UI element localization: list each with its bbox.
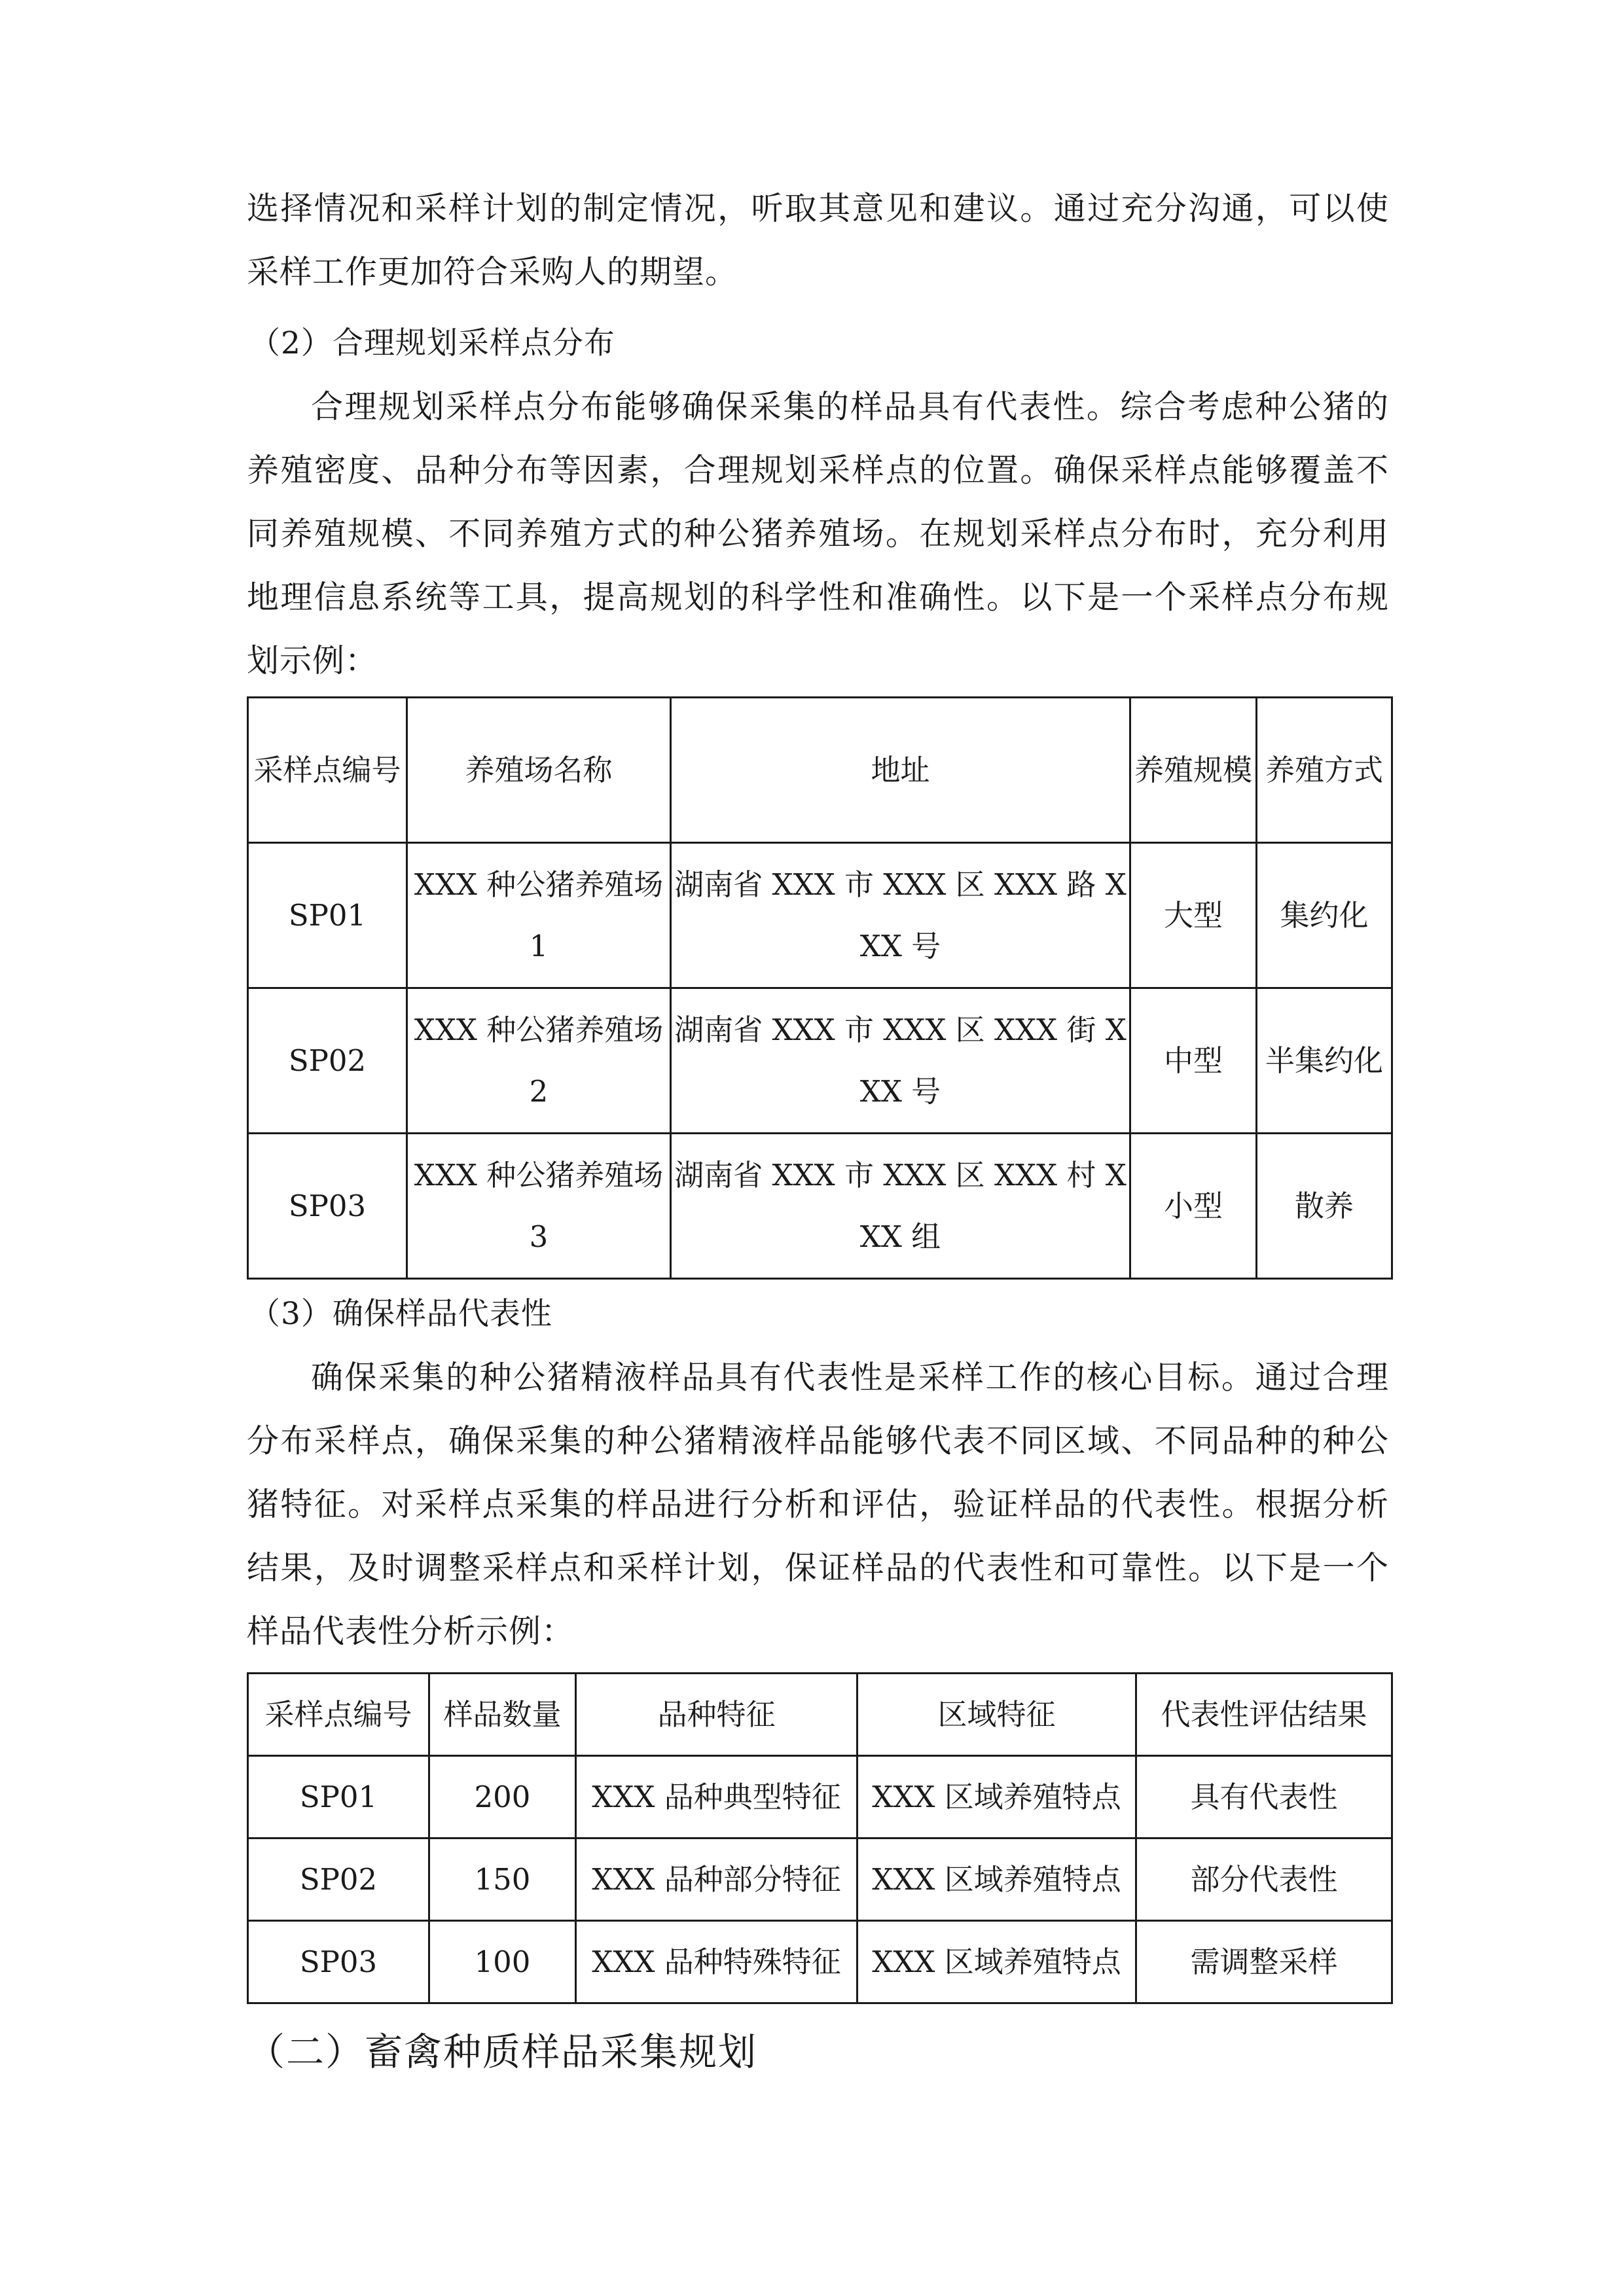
table-row — [248, 1839, 1392, 1921]
table-cell-breed-feature: XXX 品种典型特征 — [576, 1756, 857, 1839]
column-header: 地址 — [671, 698, 1130, 843]
intro-paragraph: 选择情况和采样计划的制定情况，听取其意见和建议。通过充分沟通，可以使采样工作更加符合采购人的期望。 — [247, 190, 1389, 291]
table-cell-farm-name: XXX 种公猪养殖场 2 — [407, 988, 671, 1134]
column-header: 采样点编号 — [248, 698, 407, 843]
table-header-row — [248, 1674, 1392, 1756]
column-header: 采样点编号 — [248, 1674, 429, 1756]
representativeness-paragraph: 确保采集的种公猪精液样品具有代表性是采样工作的核心目标。通过合理分布采样点，确保采集的种公猪精液样品能够代表不同区域、不同品种的种公猪特征。对采样点采集的样品进行分析和评估，验证样品的代表性。根据分析结果，及时调整采样点和采样计划，保证样品的代表性和可靠性。以下是一个样品代表性分析示例： — [247, 1359, 1389, 1650]
heading-sample-representativeness: （3）确保样品代表性 — [249, 1296, 552, 1332]
document-page — [247, 177, 1389, 2088]
table-cell-point-id: SP02 — [248, 988, 407, 1134]
table-cell-method: 集约化 — [1257, 843, 1392, 988]
table-cell-method: 半集约化 — [1257, 988, 1392, 1134]
table-cell-evaluation: 部分代表性 — [1136, 1839, 1392, 1921]
table-cell-farm-name: XXX 种公猪养殖场 3 — [407, 1134, 671, 1279]
table-cell-region-feature: XXX 区域养殖特点 — [857, 1921, 1136, 2003]
table-cell-farm-name: XXX 种公猪养殖场 1 — [407, 843, 671, 988]
table-cell-point-id: SP03 — [248, 1921, 429, 2003]
table-cell-method: 散养 — [1257, 1134, 1392, 1279]
table-cell-scale: 小型 — [1130, 1134, 1257, 1279]
table-cell-sample-count: 150 — [429, 1839, 576, 1921]
table-row — [248, 1134, 1392, 1279]
table-cell-point-id: SP02 — [248, 1839, 429, 1921]
table-row — [248, 988, 1392, 1134]
representativeness-table-wrapper — [247, 1672, 1389, 2004]
table-cell-sample-count: 200 — [429, 1756, 576, 1839]
column-header: 养殖场名称 — [407, 698, 671, 843]
table-cell-region-feature: XXX 区域养殖特点 — [857, 1756, 1136, 1839]
table-cell-region-feature: XXX 区域养殖特点 — [857, 1839, 1136, 1921]
table-row — [248, 1921, 1392, 2003]
table-cell-address: 湖南省 XXX 市 XXX 区 XXX 街 XXX 号 — [671, 988, 1130, 1134]
table-cell-evaluation: 需调整采样 — [1136, 1921, 1392, 2003]
representativeness-table — [247, 1672, 1393, 2004]
heading-sampling-point-distribution: （2）合理规划采样点分布 — [249, 325, 615, 361]
column-header: 区域特征 — [857, 1674, 1136, 1756]
column-header: 代表性评估结果 — [1136, 1674, 1392, 1756]
table-cell-breed-feature: XXX 品种部分特征 — [576, 1839, 857, 1921]
table-cell-sample-count: 100 — [429, 1921, 576, 2003]
section-heading-germplasm-collection: （二）畜禽种质样品采集规划 — [247, 2030, 758, 2074]
table-cell-scale: 中型 — [1130, 988, 1257, 1134]
table-row — [248, 843, 1392, 988]
table-cell-point-id: SP01 — [248, 1756, 429, 1839]
table-header-row — [248, 698, 1392, 843]
column-header: 样品数量 — [429, 1674, 576, 1756]
table-cell-address: 湖南省 XXX 市 XXX 区 XXX 村 XXX 组 — [671, 1134, 1130, 1279]
planning-paragraph: 合理规划采样点分布能够确保采集的样品具有代表性。综合考虑种公猪的养殖密度、品种分布等因素，合理规划采样点的位置。确保采样点能够覆盖不同养殖规模、不同养殖方式的种公猪养殖场。在规划采样点分布时，充分利用地理信息系统等工具，提高规划的科学性和准确性。以下是一个采样点分布规划示例： — [247, 388, 1389, 679]
table-row — [248, 1756, 1392, 1839]
column-header: 养殖规模 — [1130, 698, 1257, 843]
table-cell-breed-feature: XXX 品种特殊特征 — [576, 1921, 857, 2003]
column-header: 养殖方式 — [1257, 698, 1392, 843]
table-cell-scale: 大型 — [1130, 843, 1257, 988]
table-cell-point-id: SP01 — [248, 843, 407, 988]
table-cell-evaluation: 具有代表性 — [1136, 1756, 1392, 1839]
sampling-point-table-wrapper — [247, 696, 1389, 1280]
table-cell-point-id: SP03 — [248, 1134, 407, 1279]
sampling-point-table — [247, 696, 1393, 1280]
table-cell-address: 湖南省 XXX 市 XXX 区 XXX 路 XXX 号 — [671, 843, 1130, 988]
column-header: 品种特征 — [576, 1674, 857, 1756]
